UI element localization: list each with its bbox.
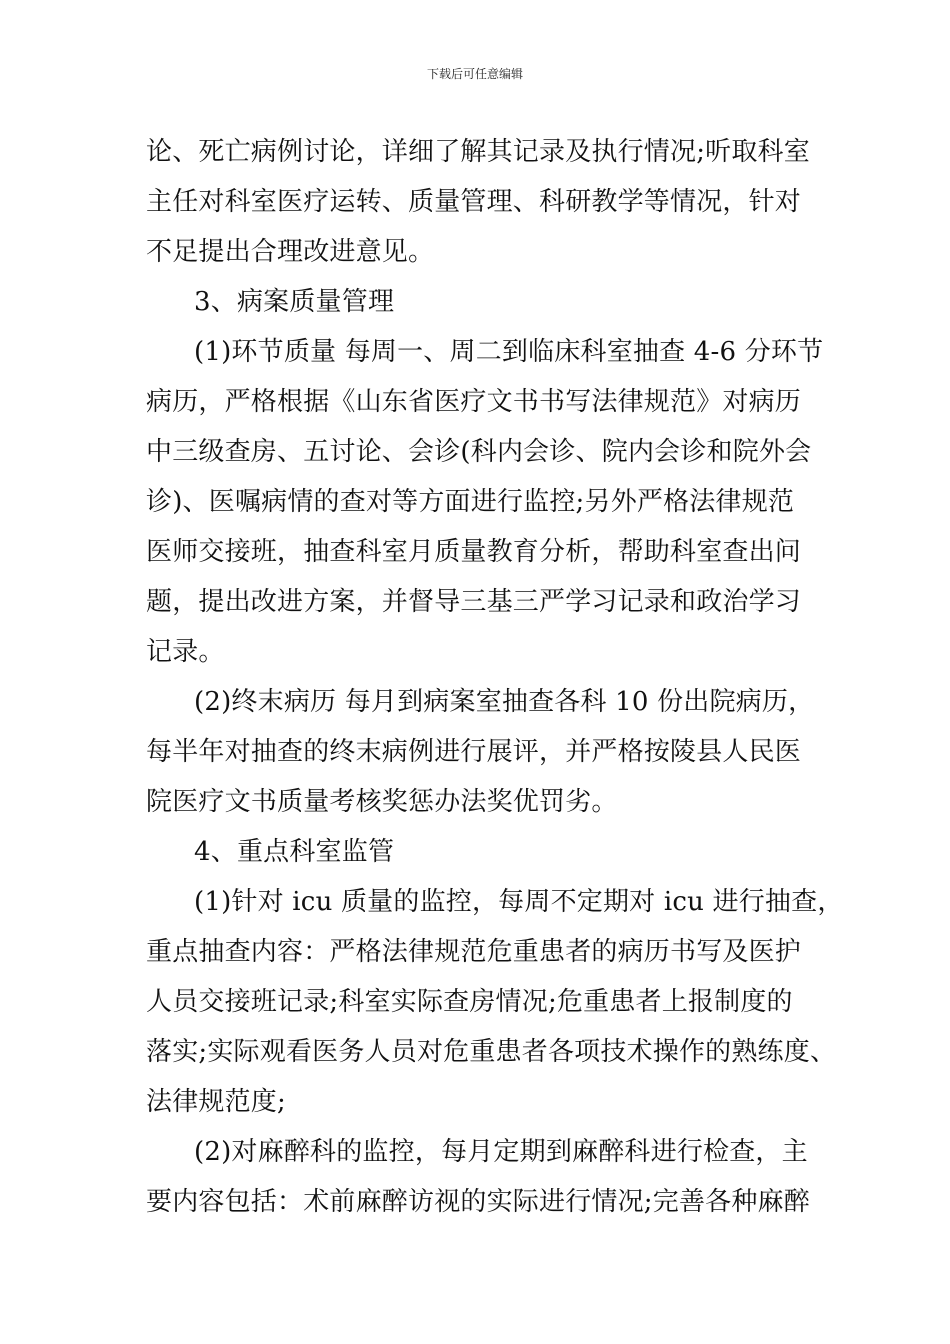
text-line: 院医疗文书质量考核奖惩办法奖优罚劣。 [146,787,618,817]
text-line: 重点抽查内容：严格法律规范危重患者的病历书写及医护 [146,937,802,967]
section-heading: 3、病案质量管理 [194,287,395,317]
text-line: (2)终末病历 每月到病案室抽查各科 10 份出院病历， [194,687,815,717]
text-line: 每半年对抽查的终末病例进行展评，并严格按陵县人民医 [146,737,802,767]
text-line: 题，提出改进方案，并督导三基三严学习记录和政治学习 [146,587,802,617]
text-line: 不足提出合理改进意见。 [146,237,435,267]
section-heading: 4、重点科室监管 [194,837,395,867]
text-line: (1)环节质量 每周一、周二到临床科室抽查 4-6 分环节 [194,337,824,367]
text-line: 要内容包括：术前麻醉访视的实际进行情况;完善各种麻醉 [146,1187,810,1217]
text-line: (1)针对 icu 质量的监控，每周不定期对 icu 进行抽查， [194,887,844,917]
text-line: 诊)、医嘱病情的查对等方面进行监控;另外严格法律规范 [146,487,795,517]
document-body [146,127,844,1227]
text-line: 记录。 [146,637,225,667]
text-line: 中三级查房、五讨论、会诊(科内会诊、院内会诊和院外会 [146,437,812,467]
text-line: (2)对麻醉科的监控，每月定期到麻醉科进行检查，主 [194,1137,808,1167]
text-line: 病历，严格根据《山东省医疗文书书写法律规范》对病历 [146,387,802,417]
text-line: 人员交接班记录;科室实际查房情况;危重患者上报制度的 [146,987,793,1017]
text-line: 论、死亡病例讨论，详细了解其记录及执行情况;听取科室 [146,137,810,167]
text-line: 法律规范度; [146,1087,286,1117]
text-line: 落实;实际观看医务人员对危重患者各项技术操作的熟练度、 [146,1037,837,1067]
page-header: 下载后可任意编辑 [426,67,523,81]
text-line: 主任对科室医疗运转、质量管理、科研教学等情况，针对 [146,187,802,217]
text-line: 医师交接班，抽查科室月质量教育分析，帮助科室查出问 [146,537,802,567]
